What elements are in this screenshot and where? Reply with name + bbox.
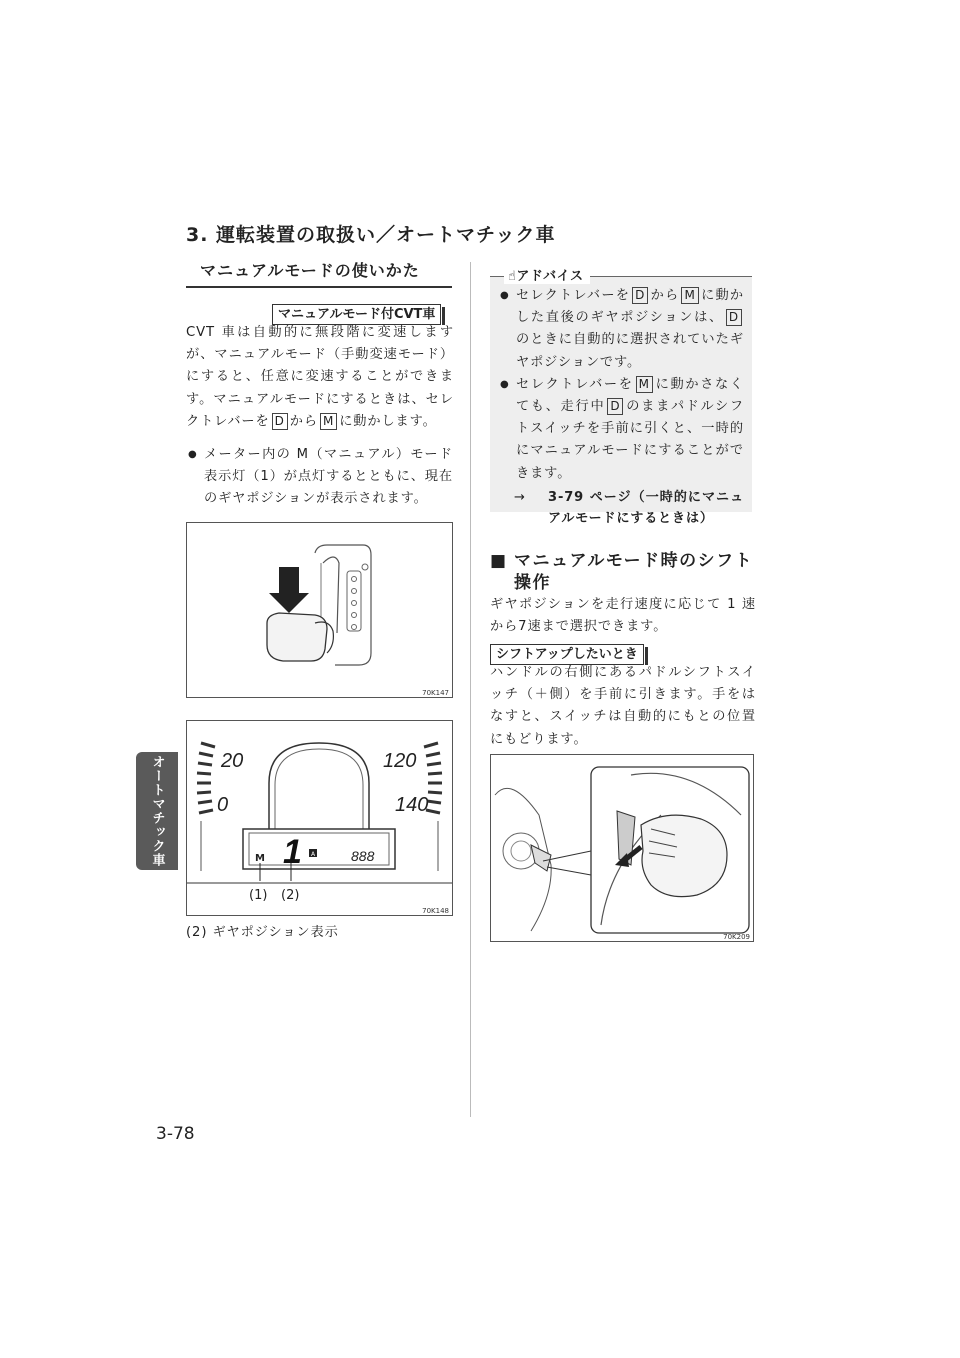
intro-text-3: に動かします。 xyxy=(339,413,437,429)
key-m: M xyxy=(681,287,698,304)
key-d: D xyxy=(632,287,648,304)
shift-up-tag-label: シフトアップしたいとき xyxy=(490,644,644,665)
select-lever-illustration xyxy=(187,523,452,697)
meter-caption: (2) ギヤポジション表示 xyxy=(186,925,339,940)
figure-code: 70K209 xyxy=(723,933,750,941)
key-m: M xyxy=(320,413,337,430)
meter-a-indicator: A xyxy=(310,851,316,858)
key-d: D xyxy=(272,413,288,430)
paddle-shift-illustration xyxy=(491,755,753,941)
shift-up-text: ハンドルの右側にあるパドルシフトスイッチ（＋側）を手前に引きます。手をはなすと、スイッチは自動的にもとの位置にもどります。 xyxy=(490,665,756,747)
page-reference-text: 3-79 ページ（一時的にマニュアルモードにするときは） xyxy=(548,489,744,526)
right-heading xyxy=(490,550,756,594)
callout-1: (1) xyxy=(249,888,268,903)
column-divider xyxy=(470,262,471,1117)
meter-m-indicator: M xyxy=(255,853,265,864)
left-heading: マニュアルモードの使いかた xyxy=(186,256,452,288)
intro-text-1: CVT 車は自動的に無段階に変速しますが、マニュアルモード（手動変速モード）にすると、任意に変速することができます。マニュアルモードにするときは、セレクトレバーを xyxy=(186,325,454,429)
intro-text-2: から xyxy=(289,413,318,429)
speed-label-20: 20 xyxy=(221,750,244,772)
advice-bullet-2: ● セレクトレバーを M に動かさなくても、走行中 D のままパドルシフトスイッチを手前に引くと、一時的にマニュアルモードにすることができます。 xyxy=(500,374,744,485)
chapter-side-tab: オートマチック車 xyxy=(136,752,178,870)
advice-title-text: アドバイス xyxy=(516,269,584,284)
hand-pointer-icon: ☝ xyxy=(508,269,517,284)
meter-odometer: 888 xyxy=(351,848,375,864)
advice-title xyxy=(504,265,590,284)
figure-code: 70K148 xyxy=(422,907,449,915)
arrow-right-icon: → xyxy=(514,489,526,505)
cvt-tag-label: マニュアルモード付CVT車 xyxy=(272,304,441,325)
page-number: 3-78 xyxy=(156,1124,195,1144)
intro-paragraph xyxy=(186,322,454,433)
advice-box xyxy=(490,269,752,526)
section-title: 3. 運転装置の取扱い／オートマチック車 xyxy=(186,224,556,246)
left-bullet-item: ● メーター内の M（マニュアル）モード表示灯（1）が点灯するとともに、現在のギヤポジションが表示されます。 xyxy=(188,444,453,511)
right-heading-text: マニュアルモード時のシフト操作 xyxy=(514,551,754,593)
meter-gear-number: 1 xyxy=(283,833,302,871)
key-d: D xyxy=(726,309,742,326)
page-reference[interactable] xyxy=(500,487,744,529)
square-bullet-icon: ■ xyxy=(490,551,508,571)
gear-range-text: ギヤポジションを走行速度に応じて 1 速から7速まで選択できます。 xyxy=(490,597,756,635)
left-bullet-list xyxy=(188,444,453,511)
speed-label-0: 0 xyxy=(217,794,229,816)
advice-content xyxy=(500,285,744,529)
key-m: M xyxy=(636,376,653,393)
figure-select-lever xyxy=(186,522,453,698)
figure-paddle-shift xyxy=(490,754,754,942)
key-d: D xyxy=(607,398,623,415)
speed-label-140: 140 xyxy=(395,794,429,816)
figure-meter xyxy=(186,720,453,916)
figure-code: 70K147 xyxy=(422,689,449,697)
meter-illustration xyxy=(187,721,452,915)
advice-bullet-1: ● セレクトレバーを D から M に動かした直後のギヤポジションは、 Dのときに自動的に選択されていたギヤポジションです。 xyxy=(500,285,744,374)
speed-label-120: 120 xyxy=(383,750,417,772)
callout-2: (2) xyxy=(281,888,300,903)
